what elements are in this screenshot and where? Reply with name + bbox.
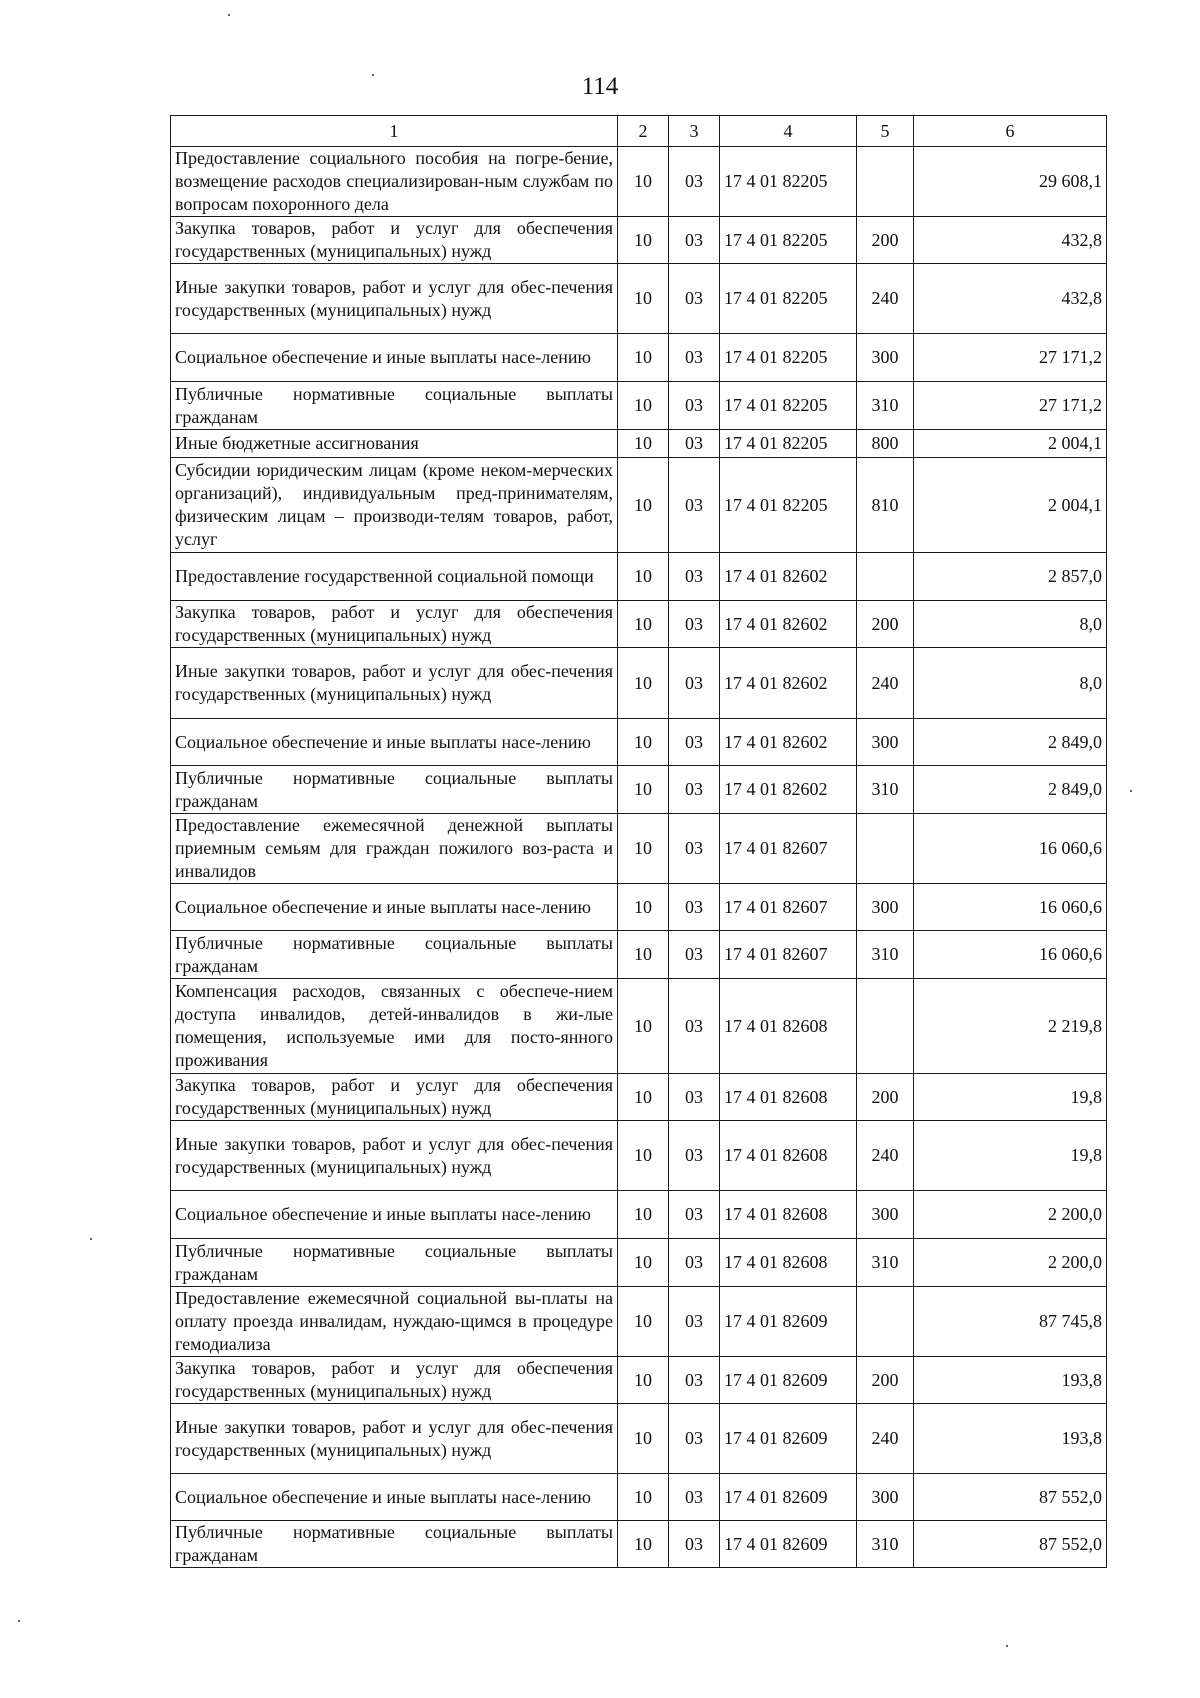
table-row <box>171 264 1107 334</box>
row-subsection-cell: 03 <box>669 334 720 382</box>
row-name-cell: Иные закупки товаров, работ и услуг для обес-печения государственных (муниципальных) нужд <box>171 264 618 334</box>
row-section-cell: 10 <box>618 931 669 979</box>
row-section-cell: 10 <box>618 1474 669 1521</box>
row-expense-type-cell: 310 <box>857 1521 914 1568</box>
scan-speck <box>1006 1645 1008 1647</box>
row-name-cell: Социальное обеспечение и иные выплаты насе-лению <box>171 719 618 766</box>
row-amount-cell: 432,8 <box>914 217 1107 264</box>
row-target-code-cell: 17 4 01 82602 <box>720 648 857 719</box>
row-expense-type-cell: 240 <box>857 1404 914 1474</box>
row-expense-type-cell: 310 <box>857 1239 914 1287</box>
row-target-code-cell: 17 4 01 82205 <box>720 382 857 430</box>
row-subsection-cell: 03 <box>669 217 720 264</box>
header-col-section: 2 <box>618 116 669 147</box>
row-section-cell: 10 <box>618 217 669 264</box>
row-section-cell: 10 <box>618 1521 669 1568</box>
row-section-cell: 10 <box>618 979 669 1074</box>
row-target-code-cell: 17 4 01 82602 <box>720 601 857 648</box>
row-subsection-cell: 03 <box>669 719 720 766</box>
table-row <box>171 1191 1107 1239</box>
row-target-code-cell: 17 4 01 82608 <box>720 1239 857 1287</box>
table-row <box>171 931 1107 979</box>
row-name-cell: Предоставление ежемесячной социальной вы-платы на оплату проезда инвалидам, нуждаю-щимся в процедуре гемодиализа <box>171 1287 618 1357</box>
row-target-code-cell: 17 4 01 82609 <box>720 1287 857 1357</box>
row-target-code-cell: 17 4 01 82205 <box>720 334 857 382</box>
row-subsection-cell: 03 <box>669 1521 720 1568</box>
header-col-name: 1 <box>171 116 618 147</box>
row-name-cell: Публичные нормативные социальные выплаты гражданам <box>171 931 618 979</box>
row-amount-cell: 16 060,6 <box>914 884 1107 931</box>
row-target-code-cell: 17 4 01 82608 <box>720 1074 857 1121</box>
row-amount-cell: 19,8 <box>914 1074 1107 1121</box>
row-section-cell: 10 <box>618 553 669 601</box>
row-name-cell: Закупка товаров, работ и услуг для обеспечения государственных (муниципальных) нужд <box>171 1357 618 1404</box>
row-subsection-cell: 03 <box>669 979 720 1074</box>
row-expense-type-cell: 200 <box>857 217 914 264</box>
table-row <box>171 1357 1107 1404</box>
row-expense-type-cell <box>857 979 914 1074</box>
row-name-cell: Социальное обеспечение и иные выплаты насе-лению <box>171 1474 618 1521</box>
row-amount-cell: 29 608,1 <box>914 147 1107 217</box>
table-row <box>171 458 1107 553</box>
budget-table <box>170 115 1107 1568</box>
row-expense-type-cell <box>857 553 914 601</box>
row-amount-cell: 193,8 <box>914 1404 1107 1474</box>
row-section-cell: 10 <box>618 1357 669 1404</box>
row-section-cell: 10 <box>618 719 669 766</box>
row-subsection-cell: 03 <box>669 147 720 217</box>
row-subsection-cell: 03 <box>669 648 720 719</box>
row-expense-type-cell: 310 <box>857 766 914 814</box>
row-target-code-cell: 17 4 01 82602 <box>720 766 857 814</box>
row-target-code-cell: 17 4 01 82602 <box>720 553 857 601</box>
table-row <box>171 217 1107 264</box>
row-expense-type-cell: 200 <box>857 601 914 648</box>
row-name-cell: Социальное обеспечение и иные выплаты насе-лению <box>171 1191 618 1239</box>
table-row <box>171 648 1107 719</box>
row-expense-type-cell: 800 <box>857 430 914 458</box>
row-name-cell: Предоставление ежемесячной денежной выплаты приемным семьям для граждан пожилого воз-раста и инвалидов <box>171 814 618 884</box>
row-target-code-cell: 17 4 01 82205 <box>720 264 857 334</box>
row-amount-cell: 87 745,8 <box>914 1287 1107 1357</box>
row-amount-cell: 2 219,8 <box>914 979 1107 1074</box>
row-subsection-cell: 03 <box>669 430 720 458</box>
row-amount-cell: 2 849,0 <box>914 766 1107 814</box>
row-expense-type-cell: 810 <box>857 458 914 553</box>
row-amount-cell: 432,8 <box>914 264 1107 334</box>
row-amount-cell: 2 849,0 <box>914 719 1107 766</box>
row-section-cell: 10 <box>618 1239 669 1287</box>
row-subsection-cell: 03 <box>669 553 720 601</box>
row-subsection-cell: 03 <box>669 1191 720 1239</box>
table-row <box>171 719 1107 766</box>
row-target-code-cell: 17 4 01 82609 <box>720 1357 857 1404</box>
row-subsection-cell: 03 <box>669 1474 720 1521</box>
table-header-row <box>171 116 1107 147</box>
row-amount-cell: 87 552,0 <box>914 1521 1107 1568</box>
row-subsection-cell: 03 <box>669 814 720 884</box>
table-row <box>171 382 1107 430</box>
row-name-cell: Публичные нормативные социальные выплаты гражданам <box>171 1239 618 1287</box>
table-row <box>171 1239 1107 1287</box>
row-amount-cell: 2 200,0 <box>914 1239 1107 1287</box>
row-amount-cell: 2 004,1 <box>914 458 1107 553</box>
row-name-cell: Публичные нормативные социальные выплаты гражданам <box>171 1521 618 1568</box>
row-amount-cell: 19,8 <box>914 1121 1107 1191</box>
row-name-cell: Компенсация расходов, связанных с обеспече-нием доступа инвалидов, детей-инвалидов в жи-лые помещения, используемые ими для посто-янного проживания <box>171 979 618 1074</box>
header-col-target-code: 4 <box>720 116 857 147</box>
row-expense-type-cell: 300 <box>857 884 914 931</box>
row-name-cell: Публичные нормативные социальные выплаты гражданам <box>171 382 618 430</box>
row-target-code-cell: 17 4 01 82205 <box>720 458 857 553</box>
row-amount-cell: 2 200,0 <box>914 1191 1107 1239</box>
row-target-code-cell: 17 4 01 82205 <box>720 430 857 458</box>
table-row <box>171 601 1107 648</box>
row-name-cell: Социальное обеспечение и иные выплаты насе-лению <box>171 334 618 382</box>
row-section-cell: 10 <box>618 1287 669 1357</box>
row-amount-cell: 27 171,2 <box>914 334 1107 382</box>
row-subsection-cell: 03 <box>669 1287 720 1357</box>
row-amount-cell: 2 004,1 <box>914 430 1107 458</box>
table-row <box>171 147 1107 217</box>
table-row <box>171 1404 1107 1474</box>
row-name-cell: Иные закупки товаров, работ и услуг для обес-печения государственных (муниципальных) нужд <box>171 648 618 719</box>
row-section-cell: 10 <box>618 147 669 217</box>
table-row <box>171 1287 1107 1357</box>
row-target-code-cell: 17 4 01 82607 <box>720 884 857 931</box>
row-target-code-cell: 17 4 01 82607 <box>720 931 857 979</box>
row-amount-cell: 16 060,6 <box>914 814 1107 884</box>
row-section-cell: 10 <box>618 648 669 719</box>
row-target-code-cell: 17 4 01 82608 <box>720 1191 857 1239</box>
row-expense-type-cell <box>857 1287 914 1357</box>
row-name-cell: Иные бюджетные ассигнования <box>171 430 618 458</box>
scan-speck <box>372 74 374 76</box>
row-subsection-cell: 03 <box>669 884 720 931</box>
row-subsection-cell: 03 <box>669 1239 720 1287</box>
table-row <box>171 1474 1107 1521</box>
row-subsection-cell: 03 <box>669 1404 720 1474</box>
row-expense-type-cell: 310 <box>857 382 914 430</box>
row-expense-type-cell <box>857 814 914 884</box>
row-target-code-cell: 17 4 01 82602 <box>720 719 857 766</box>
row-section-cell: 10 <box>618 1191 669 1239</box>
table-row <box>171 1521 1107 1568</box>
row-expense-type-cell <box>857 147 914 217</box>
row-expense-type-cell: 240 <box>857 648 914 719</box>
row-target-code-cell: 17 4 01 82608 <box>720 979 857 1074</box>
row-subsection-cell: 03 <box>669 1074 720 1121</box>
row-name-cell: Закупка товаров, работ и услуг для обеспечения государственных (муниципальных) нужд <box>171 601 618 648</box>
row-name-cell: Иные закупки товаров, работ и услуг для обес-печения государственных (муниципальных) нужд <box>171 1121 618 1191</box>
row-section-cell: 10 <box>618 1121 669 1191</box>
row-section-cell: 10 <box>618 1074 669 1121</box>
table-row <box>171 1121 1107 1191</box>
scan-speck <box>90 1238 92 1240</box>
row-section-cell: 10 <box>618 382 669 430</box>
row-expense-type-cell: 300 <box>857 1191 914 1239</box>
row-section-cell: 10 <box>618 334 669 382</box>
row-section-cell: 10 <box>618 601 669 648</box>
table-body <box>171 147 1107 1568</box>
row-subsection-cell: 03 <box>669 601 720 648</box>
scan-speck <box>228 14 230 16</box>
row-subsection-cell: 03 <box>669 382 720 430</box>
table-row <box>171 334 1107 382</box>
table-row <box>171 979 1107 1074</box>
row-section-cell: 10 <box>618 814 669 884</box>
row-subsection-cell: 03 <box>669 766 720 814</box>
row-amount-cell: 8,0 <box>914 648 1107 719</box>
row-amount-cell: 8,0 <box>914 601 1107 648</box>
row-subsection-cell: 03 <box>669 1121 720 1191</box>
row-name-cell: Иные закупки товаров, работ и услуг для обес-печения государственных (муниципальных) нужд <box>171 1404 618 1474</box>
table-row <box>171 766 1107 814</box>
row-amount-cell: 27 171,2 <box>914 382 1107 430</box>
row-expense-type-cell: 300 <box>857 1474 914 1521</box>
row-expense-type-cell: 200 <box>857 1074 914 1121</box>
row-name-cell: Субсидии юридическим лицам (кроме неком-мерческих организаций), индивидуальным пред-принимателям, физическим лицам – производи-телям товаров, работ, услуг <box>171 458 618 553</box>
row-amount-cell: 2 857,0 <box>914 553 1107 601</box>
row-name-cell: Предоставление социального пособия на погре-бение, возмещение расходов специализирован-ным службам по вопросам похоронного дела <box>171 147 618 217</box>
row-section-cell: 10 <box>618 884 669 931</box>
row-amount-cell: 16 060,6 <box>914 931 1107 979</box>
row-target-code-cell: 17 4 01 82608 <box>720 1121 857 1191</box>
row-subsection-cell: 03 <box>669 1357 720 1404</box>
header-col-subsection: 3 <box>669 116 720 147</box>
row-section-cell: 10 <box>618 264 669 334</box>
table-row <box>171 1074 1107 1121</box>
row-subsection-cell: 03 <box>669 264 720 334</box>
scan-speck <box>18 1620 20 1622</box>
row-name-cell: Публичные нормативные социальные выплаты гражданам <box>171 766 618 814</box>
row-section-cell: 10 <box>618 430 669 458</box>
row-amount-cell: 87 552,0 <box>914 1474 1107 1521</box>
scan-speck <box>1130 790 1132 792</box>
row-subsection-cell: 03 <box>669 931 720 979</box>
row-section-cell: 10 <box>618 766 669 814</box>
table-row <box>171 884 1107 931</box>
header-col-amount: 6 <box>914 116 1107 147</box>
row-expense-type-cell: 310 <box>857 931 914 979</box>
row-target-code-cell: 17 4 01 82205 <box>720 217 857 264</box>
row-name-cell: Закупка товаров, работ и услуг для обеспечения государственных (муниципальных) нужд <box>171 217 618 264</box>
table-row <box>171 553 1107 601</box>
row-expense-type-cell: 240 <box>857 264 914 334</box>
row-target-code-cell: 17 4 01 82609 <box>720 1474 857 1521</box>
budget-table-container <box>170 115 1106 1568</box>
row-target-code-cell: 17 4 01 82607 <box>720 814 857 884</box>
row-target-code-cell: 17 4 01 82609 <box>720 1521 857 1568</box>
row-name-cell: Предоставление государственной социальной помощи <box>171 553 618 601</box>
table-row <box>171 814 1107 884</box>
row-section-cell: 10 <box>618 458 669 553</box>
header-col-expense-type: 5 <box>857 116 914 147</box>
row-subsection-cell: 03 <box>669 458 720 553</box>
table-row <box>171 430 1107 458</box>
row-name-cell: Социальное обеспечение и иные выплаты насе-лению <box>171 884 618 931</box>
row-expense-type-cell: 300 <box>857 719 914 766</box>
row-expense-type-cell: 200 <box>857 1357 914 1404</box>
page-number: 114 <box>581 73 619 100</box>
row-expense-type-cell: 240 <box>857 1121 914 1191</box>
row-target-code-cell: 17 4 01 82609 <box>720 1404 857 1474</box>
row-name-cell: Закупка товаров, работ и услуг для обеспечения государственных (муниципальных) нужд <box>171 1074 618 1121</box>
row-target-code-cell: 17 4 01 82205 <box>720 147 857 217</box>
row-amount-cell: 193,8 <box>914 1357 1107 1404</box>
row-section-cell: 10 <box>618 1404 669 1474</box>
row-expense-type-cell: 300 <box>857 334 914 382</box>
